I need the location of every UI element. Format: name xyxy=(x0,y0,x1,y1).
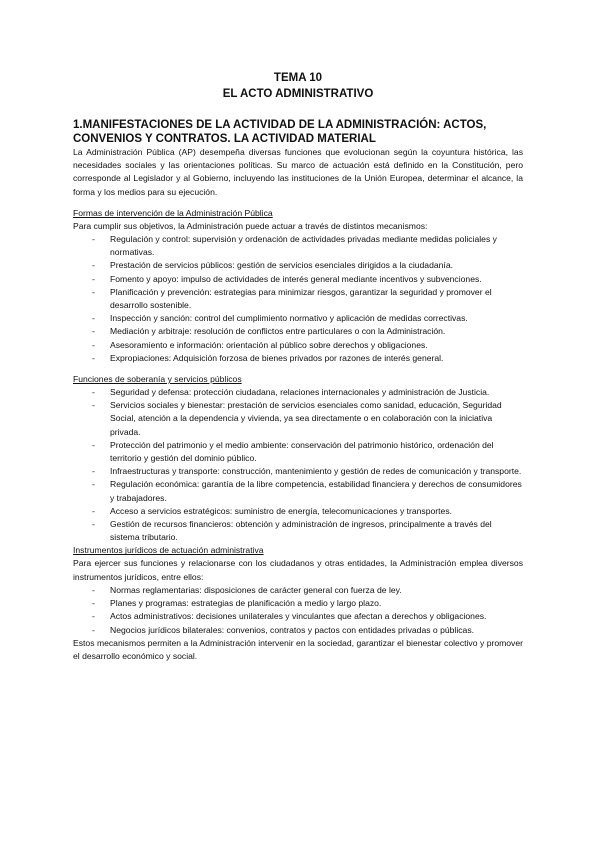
section-1-intro: La Administración Pública (AP) desempeña diversas funciones que evolucionan según la coyuntura histórica, las necesidades sociales y las orientaciones políticas. Su marco de actuación está definido en la Constitución, pero corresponde al Legislador y al Gobierno, incluyendo las instituciones de la Unión Europea, determinar el alcance, la forma y los medios para su ejecución. xyxy=(73,147,523,197)
instrumentos-intro: Para ejercer sus funciones y relacionarse con los ciudadanos y otras entidades, la Administración emplea diversos instrumentos jurídicos, entre ellos: xyxy=(73,558,523,582)
formas-heading: Formas de intervención de la Administración Pública xyxy=(73,207,273,218)
list-item: - Planes y programas: estrategias de planificación a medio y largo plazo. xyxy=(73,597,523,610)
dash-bullet: - xyxy=(92,352,95,363)
instrumentos-list xyxy=(73,584,523,637)
dash-bullet: - xyxy=(92,466,95,477)
document-title: EL ACTO ADMINISTRATIVO xyxy=(222,88,374,100)
list-item: - Regulación económica: garantía de la libre competencia, estabilidad financiera y derechos de consumidores y trabajadores. xyxy=(92,479,522,503)
list-item: - Fomento y apoyo: impulso de actividades de interés general mediante incentivos y subvenciones. xyxy=(73,273,523,286)
dash-bullet: - xyxy=(92,234,95,245)
dash-bullet: - xyxy=(92,505,95,516)
list-item: - Infraestructuras y transporte: construcción, mantenimiento y gestión de redes de comunicación y transporte. xyxy=(73,465,523,478)
dash-bullet: - xyxy=(92,611,95,622)
dash-bullet: - xyxy=(92,584,95,595)
dash-bullet: - xyxy=(92,519,95,530)
section-1-title: 1.MANIFESTACIONES DE LA ACTIVIDAD DE LA ADMINISTRACIÓN: ACTOS, CONVENIOS Y CONTRATOS. LA ACTIVIDAD MATERIAL xyxy=(73,119,487,145)
dash-bullet: - xyxy=(92,286,95,297)
funciones-heading: Funciones de soberanía y servicios públicos xyxy=(73,374,242,385)
funciones-list xyxy=(73,386,523,544)
list-item: - Negocios jurídicos bilaterales: convenios, contratos y pactos con entidades privadas o públicas. xyxy=(73,624,523,637)
list-item: - Asesoramiento e información: orientación al público sobre derechos y obligaciones. xyxy=(73,339,523,352)
formas-intro: Para cumplir sus objetivos, la Administración puede actuar a través de distintos mecanismos: xyxy=(73,220,428,231)
list-item: - Acceso a servicios estratégicos: suministro de energía, telecomunicaciones y transportes. xyxy=(73,505,523,518)
list-item: - Inspección y sanción: control del cumplimiento normativo y aplicación de medidas correctivas. xyxy=(73,312,523,325)
dash-bullet: - xyxy=(92,479,95,490)
list-item: - Regulación y control: supervisión y ordenación de actividades privadas mediante medidas policiales y normativas. xyxy=(92,234,497,258)
list-item: - Actos administrativos: decisiones unilaterales y vinculantes que afectan a derechos y obligaciones. xyxy=(73,610,523,623)
dash-bullet: - xyxy=(92,400,95,411)
tema-number: TEMA 10 xyxy=(273,72,323,84)
list-item: - Normas reglamentarias: disposiciones de carácter general con fuerza de ley. xyxy=(73,584,523,597)
list-item: - Expropiaciones: Adquisición forzosa de bienes privados por razones de interés general. xyxy=(73,352,523,365)
list-item: - Prestación de servicios públicos: gestión de servicios esenciales dirigidos a la ciudadanía. xyxy=(73,259,523,272)
list-item: - Servicios sociales y bienestar: prestación de servicios esenciales como sanidad, educación, Seguridad Social, atención a la dependencia y vivienda, ya sea directamente o en colaboración con la iniciativa privada. xyxy=(92,400,502,437)
list-item: - Planificación y prevención: estrategias para minimizar riesgos, garantizar la seguridad y promover el desarrollo sostenible. xyxy=(92,286,492,311)
dash-bullet: - xyxy=(92,339,95,350)
dash-bullet: - xyxy=(92,387,95,398)
dash-bullet: - xyxy=(92,260,95,271)
list-item: - Seguridad y defensa: protección ciudadana, relaciones internacionales y administración de Justicia. xyxy=(73,386,523,399)
instrumentos-heading: Instrumentos jurídicos de actuación administrativa xyxy=(73,545,264,556)
list-item: - Protección del patrimonio y el medio ambiente: conservación del patrimonio histórico, ordenación del territorio y gestión del dominio público. xyxy=(92,439,494,464)
dash-bullet: - xyxy=(92,313,95,324)
instrumentos-closing: Estos mecanismos permiten a la Administración intervenir en la sociedad, garantizar el bienestar colectivo y promover el desarrollo económico y social. xyxy=(73,637,523,661)
dash-bullet: - xyxy=(92,624,95,635)
formas-list xyxy=(73,233,523,365)
dash-bullet: - xyxy=(92,273,95,284)
list-item: - Gestión de recursos financieros: obtención y administración de ingresos, principalmente a través del sistema tributario. xyxy=(92,519,492,543)
document-page xyxy=(73,70,523,663)
dash-bullet: - xyxy=(92,598,95,609)
dash-bullet: - xyxy=(92,326,95,337)
list-item: - Mediación y arbitraje: resolución de conflictos entre particulares o con la Administración. xyxy=(73,325,523,338)
dash-bullet: - xyxy=(92,439,95,450)
